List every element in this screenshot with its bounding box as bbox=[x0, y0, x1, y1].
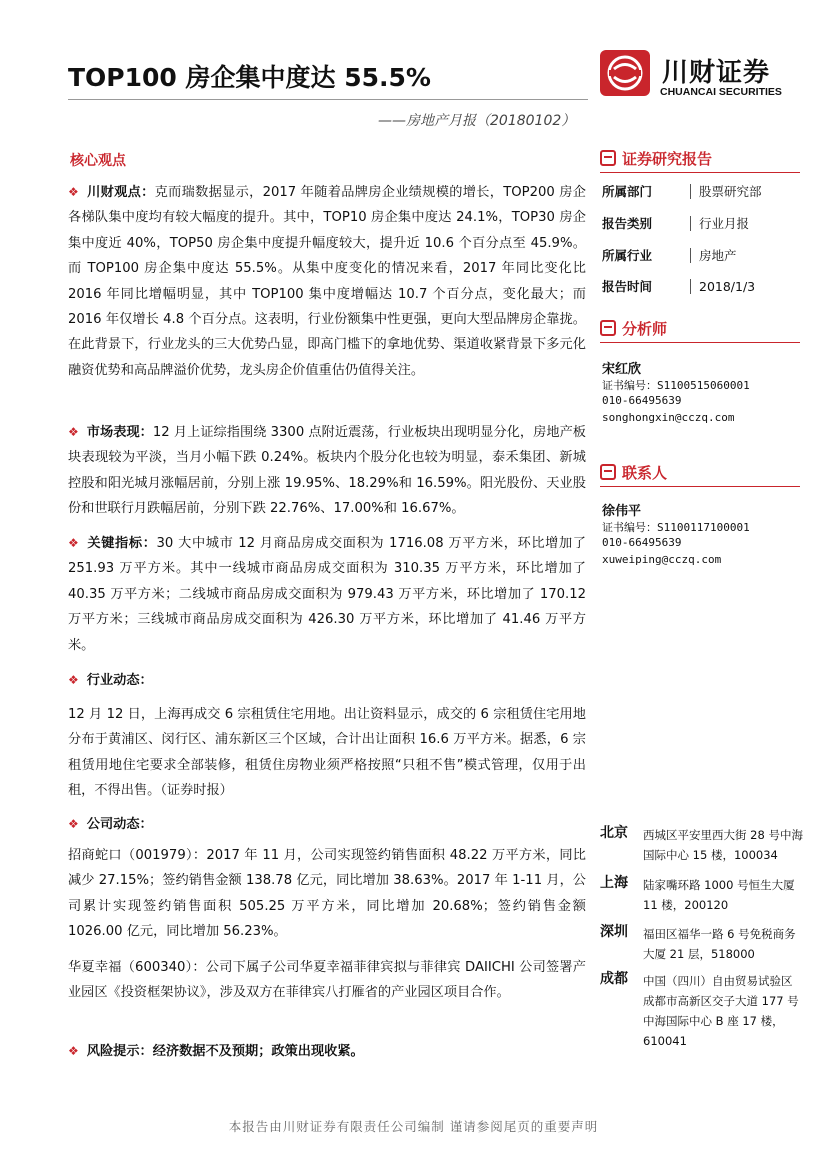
logo-name-cn: 川财证券 bbox=[662, 58, 771, 88]
diamond-bullet-icon: ❖ bbox=[68, 817, 79, 831]
view-label: 川财观点： bbox=[87, 185, 155, 200]
contact-phone: 010-66495639 bbox=[602, 536, 682, 549]
diamond-bullet-icon: ❖ bbox=[68, 425, 79, 439]
analyst-email[interactable]: songhongxin@cczq.com bbox=[602, 411, 735, 424]
report-subtitle: ——房地产月报（20180102） bbox=[378, 113, 576, 129]
analyst-heading: 分析师 bbox=[600, 318, 667, 339]
indicators-text: 30 大中城市 12 月商品房成交面积为 1716.08 万平方米，环比增加了 251.93 万平方米。其中一线城市商品房成交面积为 310.35 万平方米，环比增加了 40.35 万平方米；二线城市商品房成交面积为 979.43 万平方米，环比增加了 170.12 万平方米；三线城市商品房成交面积为 426.30 万平方米，环比增加了 41.46 万平方米。 bbox=[68, 536, 586, 653]
industry-label: 行业动态： bbox=[86, 673, 153, 688]
industry-heading bbox=[68, 668, 586, 693]
market-paragraph bbox=[68, 420, 586, 522]
office-city: 北京 bbox=[600, 825, 628, 841]
company-text-1: 招商蛇口（001979）：2017 年 11 月，公司实现签约销售面积 48.22 万平方米，同比减少 27.15%；签约销售金额 138.78 亿元，同比增加 38.63%。2017 年 1-11 月，公司累计实现签约销售面积 505.25 万平方米，同比增加 20.68%；签约销售金额 1026.00 亿元，同比增加 56.23%。 bbox=[68, 848, 586, 940]
office-address: 陆家嘴环路 1000 号恒生大厦 11 楼，200120 bbox=[643, 878, 795, 912]
header-divider bbox=[68, 99, 588, 100]
risk-text: 经济数据不及预期；政策出现收紧。 bbox=[152, 1044, 364, 1059]
analyst-cert: 证书编号：S1100515060001 bbox=[602, 379, 750, 392]
office-city: 深圳 bbox=[600, 924, 628, 940]
sidebar-divider bbox=[600, 486, 800, 487]
risk-paragraph bbox=[68, 1039, 586, 1064]
industry-text: 12 月 12 日，上海再成交 6 宗租赁住宅用地。出让资料显示，成交的 6 宗租赁住宅用地分布于黄浦区、闵行区、浦东新区三个区域，合计出让面积 16.6 万平方米。据悉，6 宗租赁用地住宅要求全部装修，租赁住房物业须严格按照“只租不售”模式管理，仅用于出租，不得出售。（证券时报） bbox=[68, 707, 586, 799]
info-row-department: 所属部门 股票研究部 bbox=[602, 184, 762, 199]
report-mark-icon bbox=[600, 150, 616, 166]
office-city: 上海 bbox=[600, 875, 628, 891]
contact-cert: 证书编号：S1100117100001 bbox=[602, 521, 750, 534]
analyst-phone: 010-66495639 bbox=[602, 394, 682, 407]
company-label: 公司动态： bbox=[86, 817, 153, 832]
contact-name: 徐伟平 bbox=[602, 504, 642, 519]
contact-heading: 联系人 bbox=[600, 462, 667, 483]
indicators-paragraph bbox=[68, 531, 586, 658]
info-row-date: 报告时间 2018/1/3 bbox=[602, 279, 756, 294]
market-label: 市场表现： bbox=[86, 425, 153, 440]
analyst-name: 宋红欣 bbox=[602, 362, 642, 377]
diamond-bullet-icon: ❖ bbox=[68, 673, 79, 687]
core-view-heading: 核心观点 bbox=[70, 153, 126, 169]
company-text-2: 华夏幸福（600340）：公司下属子公司华夏幸福菲律宾拟与菲律宾 DAIICHI 公司签署产业园区《投资框架协议》，涉及双方在菲律宾八打雁省的产业园区项目合作。 bbox=[68, 960, 586, 1001]
view-text: 克而瑞数据显示，2017 年随着品牌房企业绩规模的增长，TOP200 房企各梯队集中度均有较大幅度的提升。其中，TOP10 房企集中度达 24.1%，TOP30 房企集中度近 40%，TOP50 房企集中度提升幅度较大，提升近 10.6 个百分点至 45.9%。而 TOP100 房企集中度达 55.5%。从集中度变化的情况来看，2017 年同比变化比 2016 年同比增幅明显，其中 TOP100 集中度增幅达 10.7 个百分点，变化最大；而 2016 年仅增长 4.8 个百分点。这表明，行业份额集中性更强，更向大型品牌房企靠拢。在此背景下，行业龙头的三大优势凸显，即高门槛下的拿地优势、渠道收紧背景下多元化融资优势和高品牌溢价优势，龙头房企价值重估仍值得关注。 bbox=[68, 185, 586, 378]
diamond-bullet-icon: ❖ bbox=[68, 536, 80, 550]
diamond-bullet-icon: ❖ bbox=[68, 185, 80, 199]
diamond-bullet-icon: ❖ bbox=[68, 1044, 79, 1058]
office-address: 中国（四川）自由贸易试验区成都市高新区交子大道 177 号中海国际中心 B 座 17 楼，610041 bbox=[643, 974, 799, 1048]
market-text: 12 月上证综指围绕 3300 点附近震荡，行业板块出现明显分化，房地产板块表现较为平淡，当月小幅下跌 0.24%。板块内个股分化也较为明显，泰禾集团、新城控股和阳光城月涨幅居前，分别上涨 19.95%、18.29%和 16.59%。阳光股份、天业股份和世联行月跌幅居前，分别下跌 22.76%、17.00%和 16.67%。 bbox=[68, 425, 586, 517]
office-address: 西城区平安里西大街 28 号中海国际中心 15 楼，100034 bbox=[643, 828, 803, 862]
risk-label: 风险提示： bbox=[86, 1044, 153, 1059]
page-title: TOP100 房企集中度达 55.5% bbox=[68, 63, 431, 92]
sidebar-divider bbox=[600, 342, 800, 343]
info-row-industry: 所属行业 房地产 bbox=[602, 248, 737, 263]
office-address: 福田区福华一路 6 号免税商务大厦 21 层，518000 bbox=[643, 927, 796, 961]
logo-name-en: CHUANCAI SECURITIES bbox=[660, 86, 782, 98]
contact-email[interactable]: xuweiping@cczq.com bbox=[602, 553, 722, 566]
footer-disclaimer: 本报告由川财证券有限责任公司编制 谨请参阅尾页的重要声明 bbox=[228, 1119, 599, 1134]
chuancai-logo-icon bbox=[600, 50, 650, 96]
indicators-label: 关键指标： bbox=[87, 536, 157, 551]
view-paragraph bbox=[68, 180, 586, 383]
office-city: 成都 bbox=[600, 971, 628, 987]
sidebar-divider bbox=[600, 172, 800, 173]
info-row-category: 报告类别 行业月报 bbox=[602, 216, 750, 231]
company-heading bbox=[68, 812, 586, 837]
report-mark-icon bbox=[600, 320, 616, 336]
report-mark-icon bbox=[600, 464, 616, 480]
report-heading: 证券研究报告 bbox=[600, 148, 712, 169]
